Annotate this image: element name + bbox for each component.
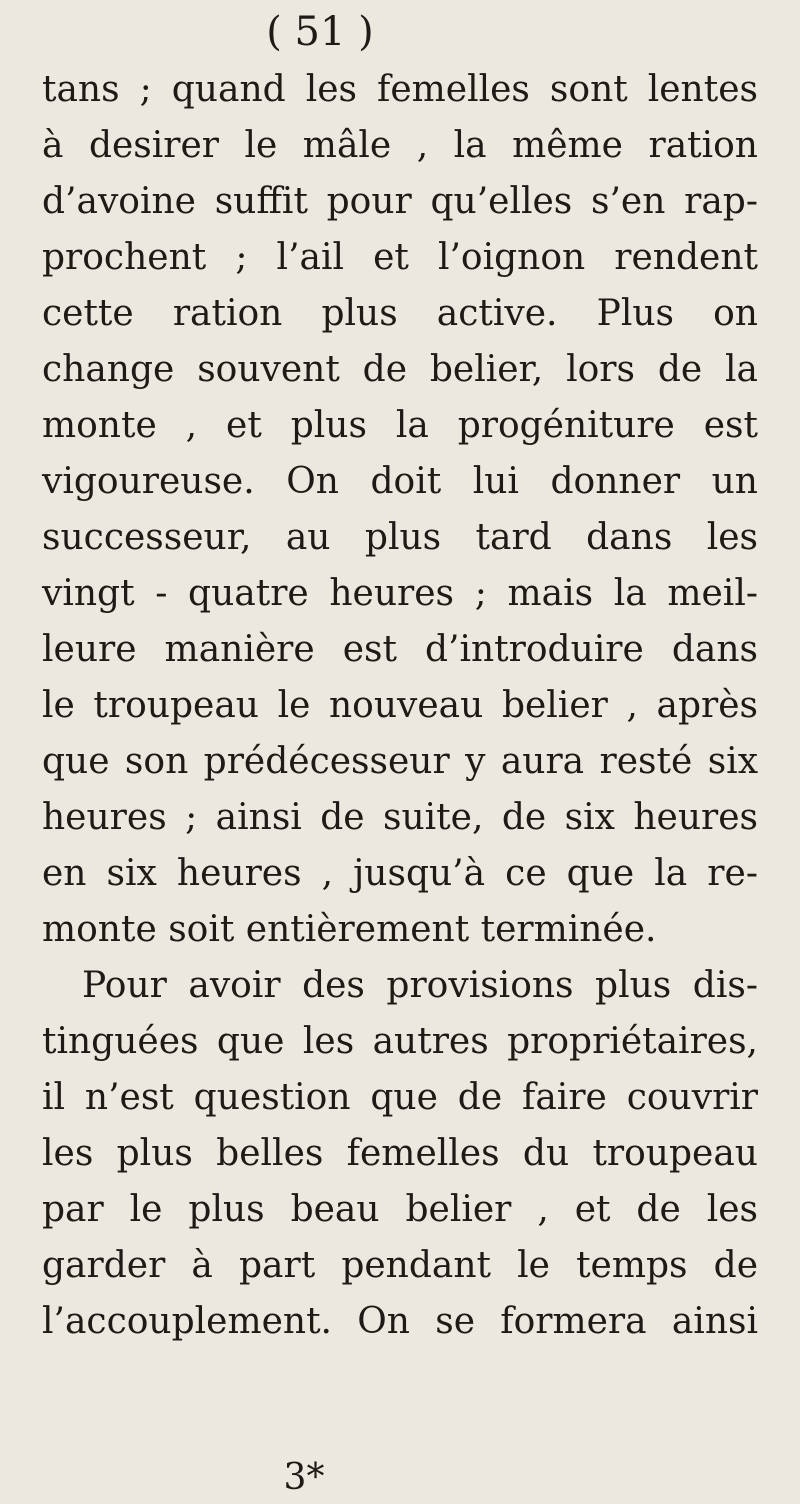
- signature-mark: 3*: [283, 1457, 325, 1498]
- text-line: d’avoine suffit pour qu’elles s’en rap-: [42, 181, 758, 222]
- text-line: change souvent de belier, lors de la: [42, 349, 758, 390]
- paragraph-start-line: Pour avoir des provisions plus dis-: [82, 965, 758, 1006]
- text-line: en six heures , jusqu’à ce que la re-: [42, 853, 758, 894]
- text-line: cette ration plus active. Plus on: [42, 293, 758, 334]
- text-line: il n’est question que de faire couvrir: [42, 1077, 758, 1118]
- text-line: prochent ; l’ail et l’oignon rendent: [42, 237, 758, 278]
- text-line: successeur, au plus tard dans les: [42, 517, 758, 558]
- text-line: les plus belles femelles du troupeau: [42, 1133, 758, 1174]
- text-line: tans ; quand les femelles sont lentes: [42, 69, 758, 110]
- text-line: vingt - quatre heures ; mais la meil-: [42, 573, 758, 614]
- text-line: tinguées que les autres propriétaires,: [42, 1021, 758, 1062]
- text-line: l’accouplement. On se formera ainsi: [42, 1301, 758, 1342]
- text-line: que son prédécesseur y aura resté six: [42, 741, 758, 782]
- text-line: leure manière est d’introduire dans: [42, 629, 758, 670]
- text-line: monte soit entièrement terminée.: [42, 909, 657, 950]
- text-line: à desirer le mâle , la même ration: [42, 125, 758, 166]
- text-line: le troupeau le nouveau belier , après: [42, 685, 758, 726]
- text-line: heures ; ainsi de suite, de six heures: [42, 797, 758, 838]
- text-line: monte , et plus la progéniture est: [42, 405, 758, 446]
- text-line: par le plus beau belier , et de les: [42, 1189, 758, 1230]
- body-text: [42, 62, 758, 1350]
- text-line: garder à part pendant le temps de: [42, 1245, 758, 1286]
- text-line: vigoureuse. On doit lui donner un: [42, 461, 758, 502]
- page-number: ( 51 ): [266, 9, 374, 55]
